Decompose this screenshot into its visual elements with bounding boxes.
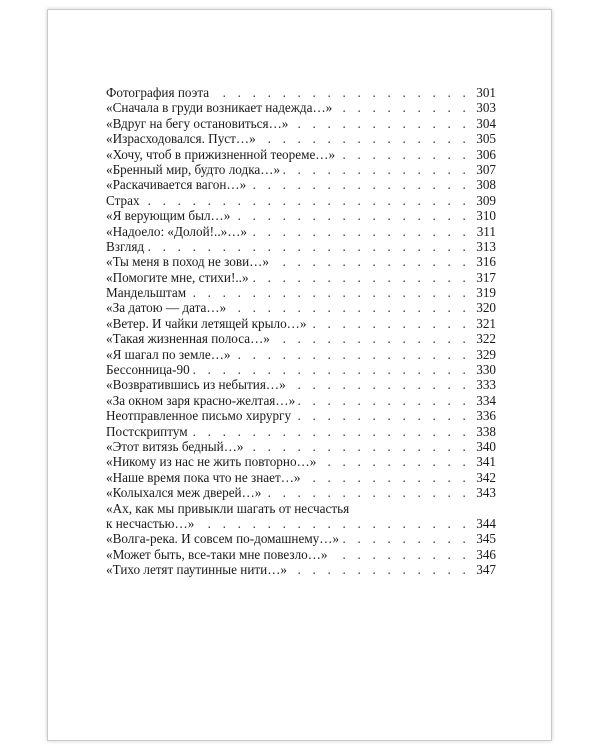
toc-entry	[106, 347, 496, 362]
toc-entry-title: Мандельштам	[106, 285, 189, 300]
toc-entry-title: «Ветер. И чайки летящей крыло…»	[106, 316, 309, 331]
toc-entry	[106, 193, 496, 208]
toc-entry-title: Постскриптум	[106, 424, 191, 439]
toc-entry-page: 343	[468, 485, 496, 500]
toc-entry	[106, 424, 496, 439]
toc-entry-title: «Израсходовался. Пуст…»	[106, 131, 259, 146]
toc-entry-page: 316	[468, 254, 496, 269]
toc-entry-page: 306	[468, 147, 496, 162]
toc-entry-page: 336	[468, 408, 496, 423]
toc-entry-page: 340	[468, 439, 496, 454]
toc-entry-title: «Наше время пока что не знает…»	[106, 470, 304, 485]
book-page	[47, 9, 552, 741]
toc-entry	[106, 224, 496, 239]
toc-entry-page: 311	[468, 224, 496, 239]
toc-entry	[106, 300, 496, 315]
toc-entry	[106, 239, 496, 254]
toc-entry-title: «Ты меня в поход не зови…»	[106, 254, 272, 269]
toc-entry-title: «Хочу, чтоб в прижизненной теореме…»	[106, 147, 338, 162]
table-of-contents	[106, 85, 496, 578]
toc-entry-page: 330	[468, 362, 496, 377]
toc-entry-page: 304	[468, 116, 496, 131]
toc-entry	[106, 377, 496, 392]
toc-entry-page: 329	[468, 347, 496, 362]
toc-entry-title: Бессонница-90	[106, 362, 193, 377]
toc-entry-page: 309	[468, 193, 496, 208]
toc-entry	[106, 85, 496, 100]
toc-entry	[106, 408, 496, 423]
toc-entry-title: Взгляд	[106, 239, 147, 254]
toc-entry	[106, 547, 496, 562]
toc-entry-title: «Я шагал по земле…»	[106, 347, 234, 362]
toc-entry-title	[106, 501, 464, 532]
toc-entry-title: «Никому из нас не жить повторно…»	[106, 454, 319, 469]
toc-entry-title: «Бренный мир, будто лодка…»	[106, 162, 283, 177]
toc-entry-page: 308	[468, 177, 496, 192]
toc-entry-title: Фотография поэта	[106, 85, 212, 100]
toc-entry-title: «За датою — дата…»	[106, 300, 229, 315]
toc-entry	[106, 331, 496, 346]
toc-entry-title: «Вдруг на бегу остановиться…»	[106, 116, 291, 131]
toc-entry-page: 320	[468, 300, 496, 315]
toc-entry-title: «Я верующим был…»	[106, 208, 233, 223]
toc-entry-page: 334	[468, 393, 496, 408]
toc-entry-page: 321	[468, 316, 496, 331]
toc-entry-page: 338	[468, 424, 496, 439]
toc-entry	[106, 470, 496, 485]
toc-entry-page: 310	[468, 208, 496, 223]
toc-entry-title: «Этот витязь бедный…»	[106, 439, 247, 454]
toc-entry	[106, 254, 496, 269]
toc-entry	[106, 562, 496, 577]
toc-entry-title: «Тихо летят паутинные нити…»	[106, 562, 290, 577]
toc-entry-title: «Возвратившись из небытия…»	[106, 377, 289, 392]
toc-entry-page: 317	[468, 270, 496, 285]
toc-entry-title: Неотправленное письмо хирургу	[106, 408, 294, 423]
toc-entry-page: 305	[468, 131, 496, 146]
toc-entry	[106, 439, 496, 454]
toc-entry-page: 346	[468, 547, 496, 562]
toc-entry	[106, 116, 496, 131]
leader-dots	[106, 239, 470, 254]
toc-entry-title: «Такая жизненная полоса…»	[106, 331, 273, 346]
toc-entry	[106, 316, 496, 331]
toc-entry-page: 342	[468, 470, 496, 485]
toc-entry-page: 301	[468, 85, 496, 100]
toc-entry-title: «Помогите мне, стихи!..»	[106, 270, 252, 285]
toc-entry-page: 344	[468, 516, 496, 531]
toc-entry	[106, 362, 496, 377]
toc-entry-title: «Колыхался меж дверей…»	[106, 485, 264, 500]
toc-entry-page: 333	[468, 377, 496, 392]
toc-entry	[106, 131, 496, 146]
toc-entry	[106, 454, 496, 469]
toc-entry	[106, 270, 496, 285]
toc-entry-page: 319	[468, 285, 496, 300]
toc-entry-title: «Сначала в груди возникает надежда…»	[106, 100, 335, 115]
toc-entry	[106, 285, 496, 300]
toc-entry-page: 322	[468, 331, 496, 346]
toc-entry-title: «Надоело: «Долой!..»…»	[106, 224, 250, 239]
toc-entry	[106, 147, 496, 162]
toc-entry-title: Страх	[106, 193, 143, 208]
toc-entry	[106, 501, 496, 532]
toc-entry-title: «Раскачивается вагон…»	[106, 177, 249, 192]
toc-entry-page: 307	[468, 162, 496, 177]
toc-entry-page: 341	[468, 454, 496, 469]
toc-entry-title: «За окном заря красно-желтая…»	[106, 393, 298, 408]
toc-entry-title: «Может быть, все-таки мне повезло…»	[106, 547, 331, 562]
toc-entry	[106, 393, 496, 408]
toc-entry	[106, 485, 496, 500]
toc-entry	[106, 100, 496, 115]
toc-entry-title-line2: к несчастью…»	[106, 516, 197, 531]
toc-entry-page: 303	[468, 100, 496, 115]
toc-entry	[106, 177, 496, 192]
toc-entry	[106, 531, 496, 546]
toc-entry-page: 345	[468, 531, 496, 546]
toc-entry	[106, 208, 496, 223]
toc-entry-title: «Волга-река. И совсем по-домашнему…»	[106, 531, 342, 546]
leader-dots	[106, 193, 470, 208]
toc-entry-page: 347	[468, 562, 496, 577]
toc-entry	[106, 162, 496, 177]
toc-entry-title-line1: «Ах, как мы привыкли шагать от несчастья	[106, 501, 352, 516]
toc-entry-page: 313	[468, 239, 496, 254]
